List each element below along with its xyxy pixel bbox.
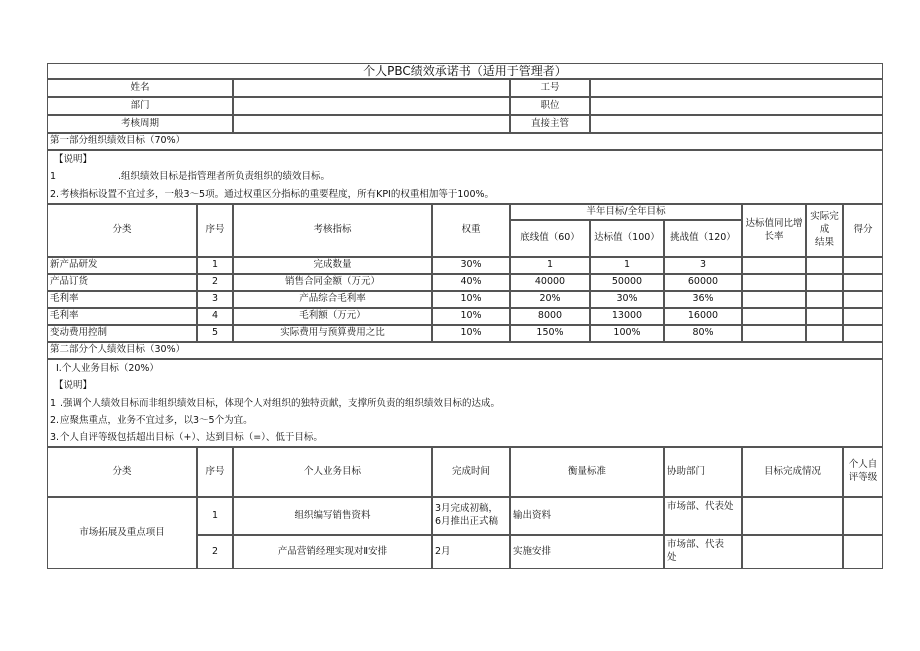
p1-cell-weight: 10%	[432, 308, 510, 325]
p1-header-actual: 实际完 成 结果	[806, 204, 843, 257]
p2-cell-assist: 市场部、代表 处	[664, 535, 742, 569]
p1-cell-challenge: 80%	[664, 325, 742, 342]
p1-cell-indicator: 实际费用与预算费用之比	[233, 325, 432, 342]
part2-note-1-num: 1	[50, 397, 57, 409]
p1-header-growth: 达标值同比增 长率	[742, 204, 806, 257]
p1-cell-weight: 30%	[432, 257, 510, 274]
part2-subheading: I.个人业务目标（20%）	[56, 362, 159, 374]
p1-cell-indicator: 产品综合毛利率	[233, 291, 432, 308]
part2-notes	[47, 359, 883, 447]
p1-cell-indicator: 销售合同金额（万元）	[233, 274, 432, 291]
p2-cell-seq: 2	[197, 535, 233, 569]
p1-cell-growth[interactable]	[742, 308, 806, 325]
part1-note-label: 【说明】	[54, 153, 93, 165]
p1-header-weight: 权重	[432, 204, 510, 257]
employee-id-value[interactable]	[590, 79, 883, 97]
p1-cell-growth[interactable]	[742, 291, 806, 308]
p1-cell-actual[interactable]	[806, 308, 843, 325]
part1-notes	[47, 150, 883, 204]
p1-cell-baseline: 1	[510, 257, 590, 274]
p1-cell-actual[interactable]	[806, 257, 843, 274]
p2-cell-standard: 输出资料	[510, 497, 664, 535]
p2-cell-assist: 市场部、代表处	[664, 497, 742, 535]
p1-cell-weight: 10%	[432, 291, 510, 308]
p1-cell-growth[interactable]	[742, 325, 806, 342]
p1-cell-baseline: 150%	[510, 325, 590, 342]
p2-cell-completion[interactable]	[742, 535, 843, 569]
part2-note-3-num: 3.	[50, 431, 60, 443]
part1-note-1-num: 1	[50, 170, 57, 182]
p1-cell-category: 变动费用控制	[47, 325, 197, 342]
p2-cell-completion[interactable]	[742, 497, 843, 535]
p1-cell-category: 毛利率	[47, 308, 197, 325]
p1-cell-weight: 10%	[432, 325, 510, 342]
p1-header-score: 得分	[843, 204, 883, 257]
p2-cell-self-rating[interactable]	[843, 535, 883, 569]
part1-heading: 第一部分组织绩效目标（70%）	[47, 133, 883, 150]
p1-cell-category: 毛利率	[47, 291, 197, 308]
p2-header-goal: 个人业务目标	[233, 447, 432, 497]
part2-note-1: .强调个人绩效目标而非组织绩效目标，体现个人对组织的独特贡献，支撑所负责的组织绩效目标的达成。	[60, 397, 501, 409]
p1-cell-score[interactable]	[843, 257, 883, 274]
supervisor-value[interactable]	[590, 115, 883, 133]
p1-header-baseline: 底线值（60）	[510, 220, 590, 257]
p1-cell-category: 产品订货	[47, 274, 197, 291]
p1-cell-challenge: 36%	[664, 291, 742, 308]
document-title: 个人PBC绩效承诺书（适用于管理者）	[47, 63, 883, 79]
p2-cell-self-rating[interactable]	[843, 497, 883, 535]
p1-cell-growth[interactable]	[742, 274, 806, 291]
p1-cell-challenge: 60000	[664, 274, 742, 291]
p1-cell-target: 1	[590, 257, 664, 274]
p2-cell-category: 市场拓展及重点项目	[47, 497, 197, 569]
position-label: 职位	[510, 97, 590, 115]
p2-header-time: 完成时间	[432, 447, 510, 497]
p1-cell-seq: 3	[197, 291, 233, 308]
p1-cell-category: 新产品研发	[47, 257, 197, 274]
p1-header-category: 分类	[47, 204, 197, 257]
p1-cell-growth[interactable]	[742, 257, 806, 274]
p1-header-seq: 序号	[197, 204, 233, 257]
p1-cell-score[interactable]	[843, 291, 883, 308]
department-label: 部门	[47, 97, 233, 115]
p2-header-self-rating: 个人自 评等级	[843, 447, 883, 497]
p1-cell-score[interactable]	[843, 308, 883, 325]
part2-note-2-num: 2.	[50, 414, 60, 426]
p1-cell-baseline: 8000	[510, 308, 590, 325]
p1-cell-baseline: 20%	[510, 291, 590, 308]
p1-cell-challenge: 3	[664, 257, 742, 274]
p2-header-completion: 目标完成情况	[742, 447, 843, 497]
part2-heading: 第二部分个人绩效目标（30%）	[47, 342, 883, 359]
p1-cell-target: 30%	[590, 291, 664, 308]
p1-cell-weight: 40%	[432, 274, 510, 291]
part2-note-label: 【说明】	[54, 379, 93, 391]
part1-note-1: .组织绩效目标是指管理者所负责组织的绩效目标。	[118, 170, 331, 182]
position-value[interactable]	[590, 97, 883, 115]
supervisor-label: 直接主管	[510, 115, 590, 133]
name-value[interactable]	[233, 79, 510, 97]
p1-cell-challenge: 16000	[664, 308, 742, 325]
part1-note-2-num: 2.	[50, 188, 60, 200]
p1-cell-actual[interactable]	[806, 291, 843, 308]
p2-cell-seq: 1	[197, 497, 233, 535]
period-value[interactable]	[233, 115, 510, 133]
p1-header-target: 达标值（100）	[590, 220, 664, 257]
p2-cell-standard: 实施安排	[510, 535, 664, 569]
employee-id-label: 工号	[510, 79, 590, 97]
p1-cell-target: 13000	[590, 308, 664, 325]
p1-cell-target: 100%	[590, 325, 664, 342]
p2-header-category: 分类	[47, 447, 197, 497]
department-value[interactable]	[233, 97, 510, 115]
period-label: 考核周期	[47, 115, 233, 133]
p1-cell-baseline: 40000	[510, 274, 590, 291]
p1-cell-seq: 5	[197, 325, 233, 342]
p2-cell-goal: 产品营销经理实现对Ⅱ安排	[233, 535, 432, 569]
p2-header-standard: 衡量标准	[510, 447, 664, 497]
p1-header-indicator: 考核指标	[233, 204, 432, 257]
p1-cell-seq: 4	[197, 308, 233, 325]
p1-cell-indicator: 完成数量	[233, 257, 432, 274]
p1-cell-score[interactable]	[843, 274, 883, 291]
p2-cell-time: 2月	[432, 535, 510, 569]
p1-cell-actual[interactable]	[806, 274, 843, 291]
p1-cell-score[interactable]	[843, 325, 883, 342]
name-label: 姓名	[47, 79, 233, 97]
p1-cell-indicator: 毛利额（万元）	[233, 308, 432, 325]
p1-cell-seq: 2	[197, 274, 233, 291]
p2-header-seq: 序号	[197, 447, 233, 497]
part2-note-2: 应聚焦重点，业务不宜过多，以3～5个为宜。	[60, 414, 253, 426]
p2-header-assist: 协助部门	[664, 447, 742, 497]
p1-header-challenge: 挑战值（120）	[664, 220, 742, 257]
p1-header-target-group: 半年目标/全年目标	[510, 204, 742, 220]
p1-cell-actual[interactable]	[806, 325, 843, 342]
pbc-document	[47, 63, 883, 569]
part2-note-3: 个人自评等级包括超出目标（+）、达到目标（=）、低于目标。	[60, 431, 323, 443]
p1-cell-seq: 1	[197, 257, 233, 274]
p1-cell-target: 50000	[590, 274, 664, 291]
part1-note-2: 考核指标设置不宜过多，一般3～5项。通过权重区分指标的重要程度，所有KPI的权重相加等于100%。	[60, 188, 495, 200]
p2-cell-time: 3月完成初稿， 6月推出正式稿	[432, 497, 510, 535]
p2-cell-goal: 组织编写销售资料	[233, 497, 432, 535]
